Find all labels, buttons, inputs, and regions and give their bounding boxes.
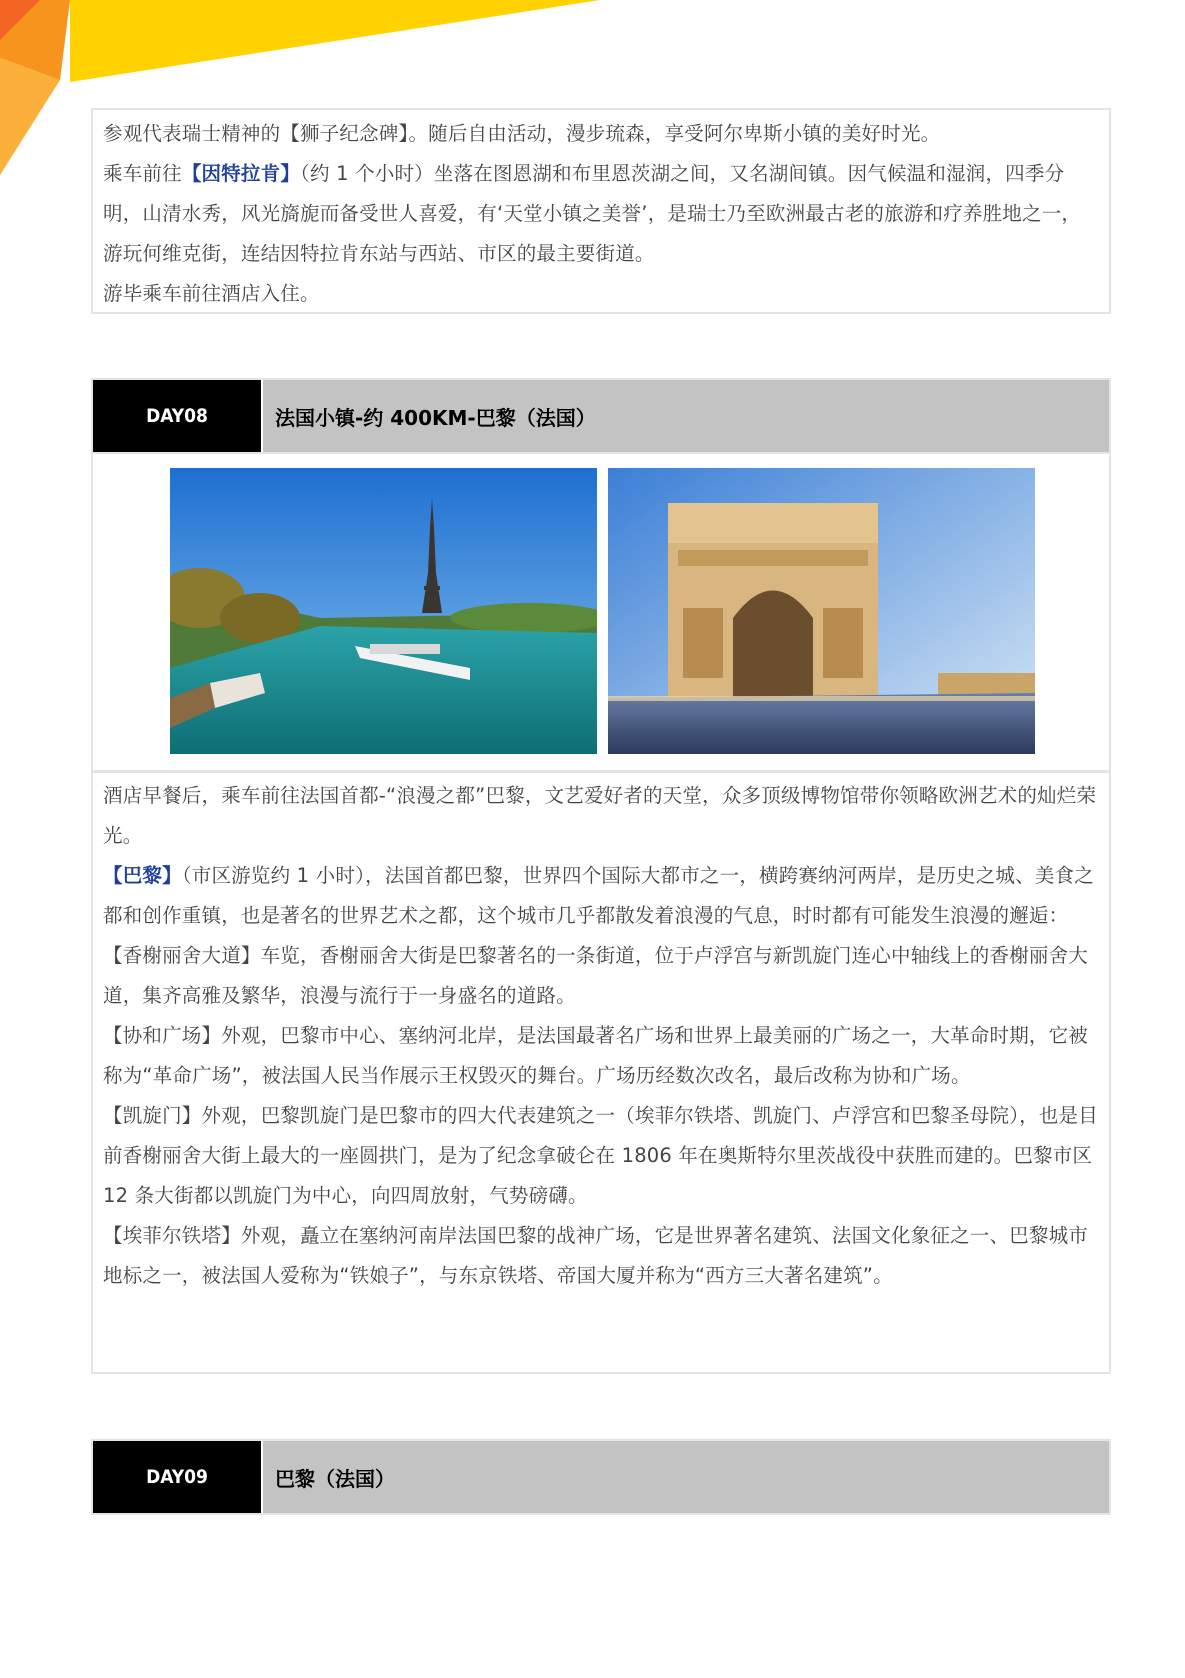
day08-description xyxy=(91,771,1111,1374)
line-hotel: 游毕乘车前往酒店入住。 xyxy=(103,282,320,305)
day09-label: DAY09 xyxy=(93,1441,261,1513)
day08-eiffel-tower: 【埃菲尔铁塔】外观，矗立在塞纳河南岸法国巴黎的战神广场，它是世界著名建筑、法国文化象征之一、巴黎城市地标之一，被法国人爱称为“铁娘子”，与东京铁塔、帝国大厦并称为“西方三大著名建筑”。 xyxy=(103,1224,1089,1287)
day08-title: 法国小镇-约 400KM-巴黎（法国） xyxy=(263,380,1109,452)
day08-label: DAY08 xyxy=(93,380,261,452)
day08-concorde: 【协和广场】外观，巴黎市中心、塞纳河北岸，是法国最著名广场和世界上最美丽的广场之一，大革命时期，它被称为“革命广场”，被法国人民当作展示王权毁灭的舞台。广场历经数次改名，最后改称为协和广场。 xyxy=(103,1024,1089,1087)
eiffel-tower-photo xyxy=(170,468,597,754)
day08-champs-elysees: 【香榭丽舍大道】车览，香榭丽舍大街是巴黎著名的一条街道，位于卢浮宫与新凯旋门连心中轴线上的香榭丽舍大道，集齐高雅及繁华，浪漫与流行于一身盛名的道路。 xyxy=(103,944,1089,1007)
day08-arc-de-triomphe: 【凯旋门】外观，巴黎凯旋门是巴黎市的四大代表建筑之一（埃菲尔铁塔、凯旋门、卢浮宫和巴黎圣母院），也是目前香榭丽舍大街上最大的一座圆拱门，是为了纪念拿破仑在 1806 年在奥斯特尔里茨战役中获胜而建的。巴黎市区 12 条大街都以凯旋门为中心，向四周放射，气势磅礴。 xyxy=(103,1104,1098,1207)
top-text-block xyxy=(91,108,1111,314)
day08-header xyxy=(91,378,1111,454)
line-lion-monument: 参观代表瑞士精神的【狮子纪念碑】。随后自由活动，漫步琉森，享受阿尔卑斯小镇的美好时光。 xyxy=(103,122,941,145)
highlight-interlaken: 【因特拉肯】 xyxy=(181,162,301,185)
arc-de-triomphe-photo xyxy=(608,468,1035,754)
line-interlaken: 乘车前往【因特拉肯】（约 1 个小时）坐落在图恩湖和布里恩茨湖之间，又名湖间镇。因气候温和湿润，四季分明，山清水秀，风光旖旎而备受世人喜爱，有‘天堂小镇之美誉’，是瑞士乃至欧洲最古老的旅游和疗养胜地之一，游玩何维克街，连结因特拉肯东站与西站、市区的最主要街道。 xyxy=(103,162,1082,265)
highlight-paris: 【巴黎】 xyxy=(103,864,182,887)
day08-paris: 【巴黎】（市区游览约 1 小时），法国首都巴黎，世界四个国际大都市之一，横跨赛纳河两岸，是历史之城、美食之都和创作重镇，也是著名的世界艺术之都，这个城市几乎都散发着浪漫的气息，时时都有可能发生浪漫的邂逅： xyxy=(103,864,1094,927)
day08-intro: 酒店早餐后，乘车前往法国首都-“浪漫之都”巴黎，文艺爱好者的天堂，众多顶级博物馆带你领略欧洲艺术的灿烂荣光。 xyxy=(103,784,1097,847)
day09-title: 巴黎（法国） xyxy=(263,1441,1109,1513)
day09-header xyxy=(91,1439,1111,1515)
